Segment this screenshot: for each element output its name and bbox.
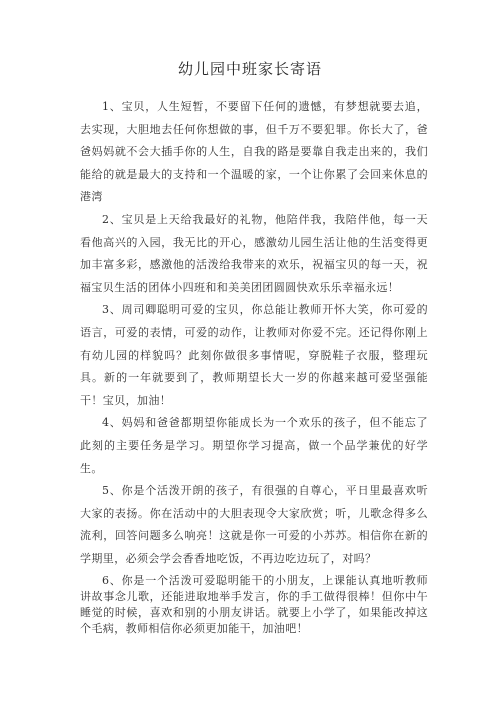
- document-body: [80, 96, 428, 637]
- paragraph-5: 5、你是个活泼开朗的孩子，有很强的自尊心，平日里最喜欢听大家的表扬。你在活动中的大胆表现令大家欣赏；听，儿歌念得多么流利，回答问题多么响亮！这就是你一可爱的小苏苏。相信你在新的学期里，必须会学会香香地吃饭，不再边吃边玩了，对吗？: [80, 484, 428, 565]
- document-title: 幼儿园中班家长寄语: [177, 60, 322, 78]
- paragraph-3: 3、周司卿聪明可爱的宝贝，你总能让教师开怀大笑，你可爱的语言，可爱的表情，可爱的动作，让教师对你爱不完。还记得你刚上有幼儿园的样貌吗？此刻你做很多事情呢，穿脱鞋子衣服，整理玩具。新的一年就要到了，教师期望长大一岁的你越来越可爱坚强能干！宝贝，加油！: [80, 303, 428, 407]
- paragraph-6: 6、你是一个活泼可爱聪明能干的小朋友，上课能认真地听教师讲故事念儿歌，还能进取地举手发言，你的手工做得很棒！但你中午睡觉的时候，喜欢和别的小朋友讲话。就要上小学了，如果能改掉这个毛病，教师相信你必须更加能干，加油吧！: [80, 574, 428, 636]
- paragraph-1: 1、宝贝，人生短暂，不要留下任何的遗憾，有梦想就要去追，去实现，大胆地去任何你想做的事，但千万不要犯罪。你长大了，爸爸妈妈就不会大插手你的人生，自我的路是要靠自我走出来的，我们能给的就是最大的支持和一个温暖的家，一个让你累了会回来休息的港湾: [80, 100, 428, 204]
- paragraph-2: 2、宝贝是上天给我最好的礼物，他陪伴我，我陪伴他，每一天看他高兴的入园，我无比的开心，感激幼儿园生活让他的生活变得更加丰富多彩，感激他的活泼给我带来的欢乐，祝福宝贝的每一天，祝福宝贝生活的团体小四班和和美美团团圆圆快欢乐乐幸福永远！: [80, 212, 428, 294]
- paragraph-4: 4、妈妈和爸爸都期望你能成长为一个欢乐的孩子，但不能忘了此刻的主要任务是学习。期望你学习提高，做一个品学兼优的好学生。: [80, 416, 428, 475]
